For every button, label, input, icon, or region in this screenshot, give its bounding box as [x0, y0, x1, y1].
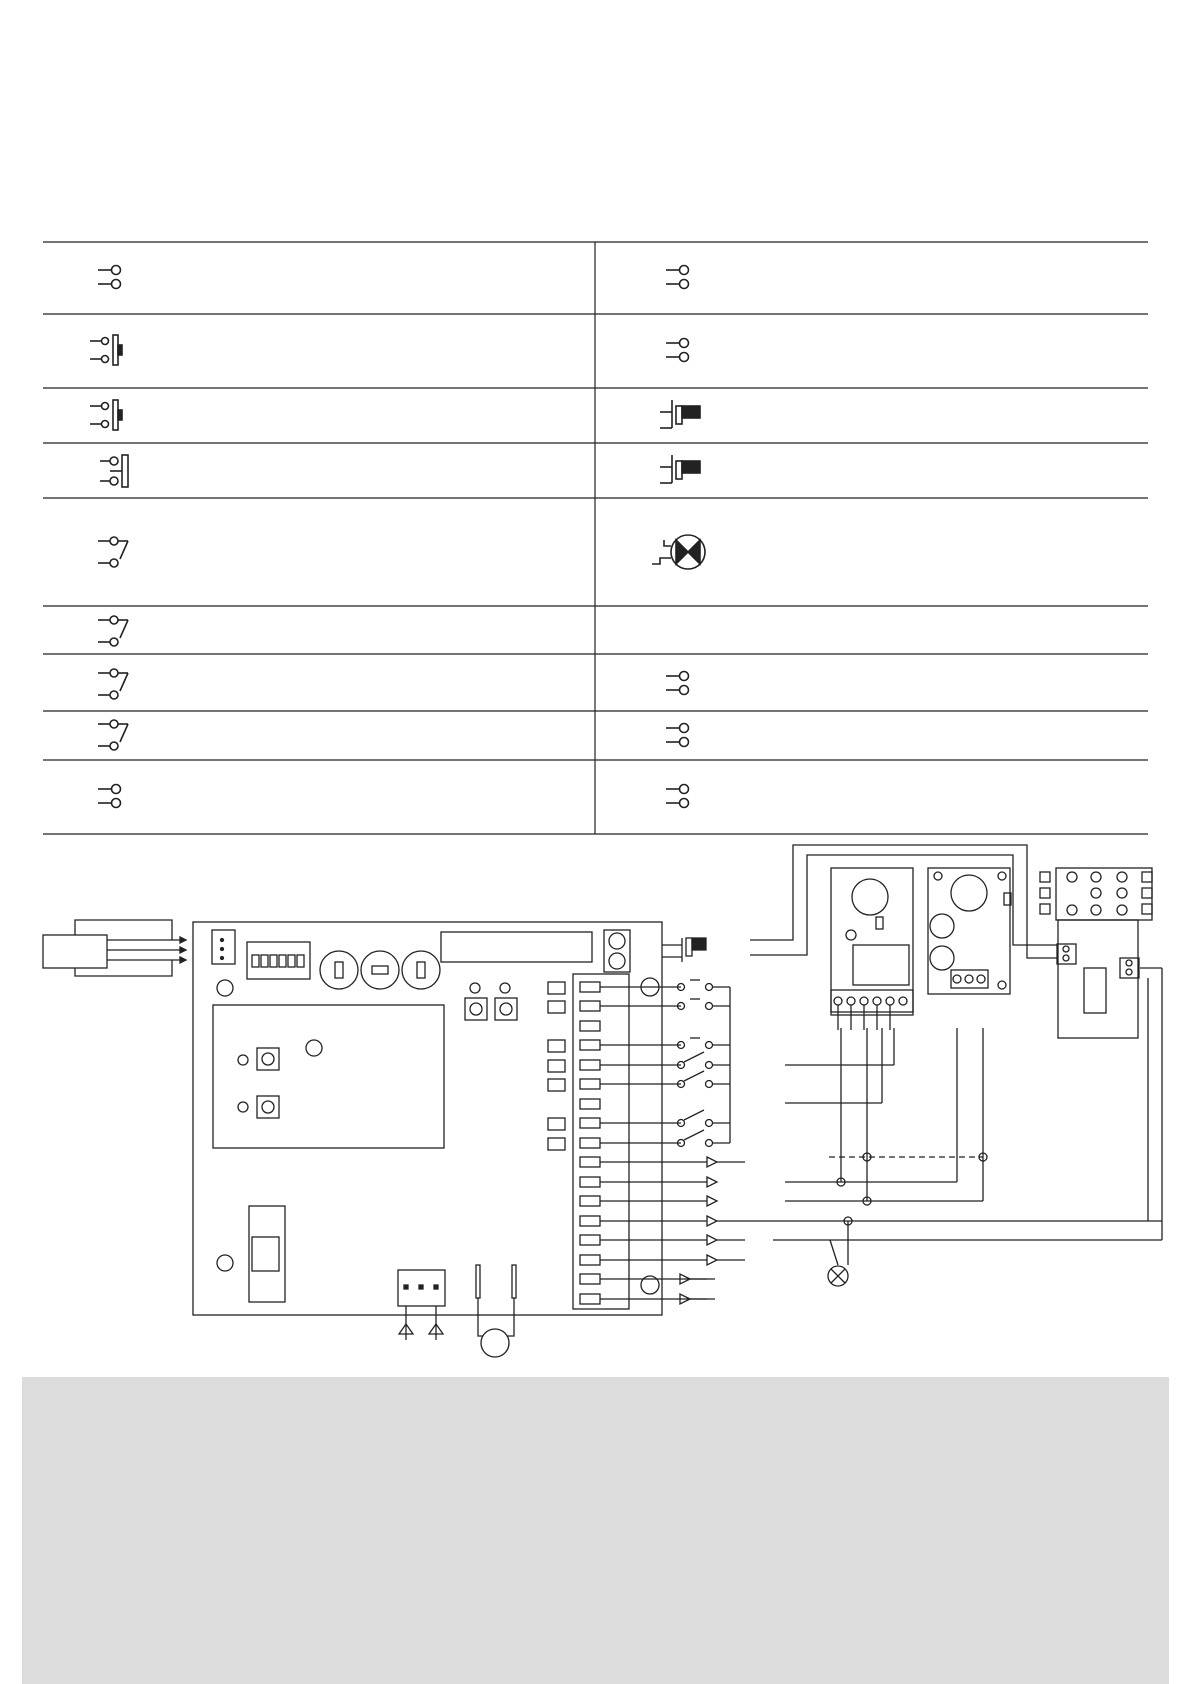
push-button-icon — [90, 335, 122, 365]
trimmer-icon — [320, 951, 358, 989]
antenna-connector-icon — [660, 400, 700, 428]
antenna-connector-icon — [660, 455, 700, 483]
flashing-lamp-icon — [652, 535, 705, 569]
photocell-transmitter — [928, 868, 1011, 994]
relay-contact-icon — [98, 537, 128, 567]
photocell-receiver — [831, 868, 913, 1030]
trimmer-icon — [402, 951, 440, 989]
contact-pair-icon — [666, 785, 689, 808]
contact-pair-icon — [98, 785, 121, 808]
contact-pair-icon — [666, 724, 689, 747]
field-wiring — [600, 968, 1162, 1304]
relay-contact-icon — [98, 669, 128, 699]
contact-pair-icon — [666, 266, 689, 289]
power-supply-box — [43, 920, 186, 976]
contact-pair-icon — [666, 339, 689, 362]
terminal-screws — [548, 978, 659, 1304]
contact-pair-icon — [666, 672, 689, 695]
terminal-block — [573, 974, 629, 1309]
contact-pair-icon — [98, 266, 121, 289]
wiring-diagram — [0, 840, 1191, 1360]
daughter-board — [213, 1005, 444, 1148]
relay-contact-icon — [98, 616, 128, 646]
bottom-panel — [22, 1377, 1169, 1684]
push-button-icon — [90, 400, 122, 430]
trimmer-icon — [361, 951, 399, 989]
external-receiver — [1040, 868, 1152, 1038]
limit-switch-icon — [100, 455, 128, 487]
legend-table — [0, 0, 1191, 840]
relay-contact-icon — [98, 720, 128, 750]
